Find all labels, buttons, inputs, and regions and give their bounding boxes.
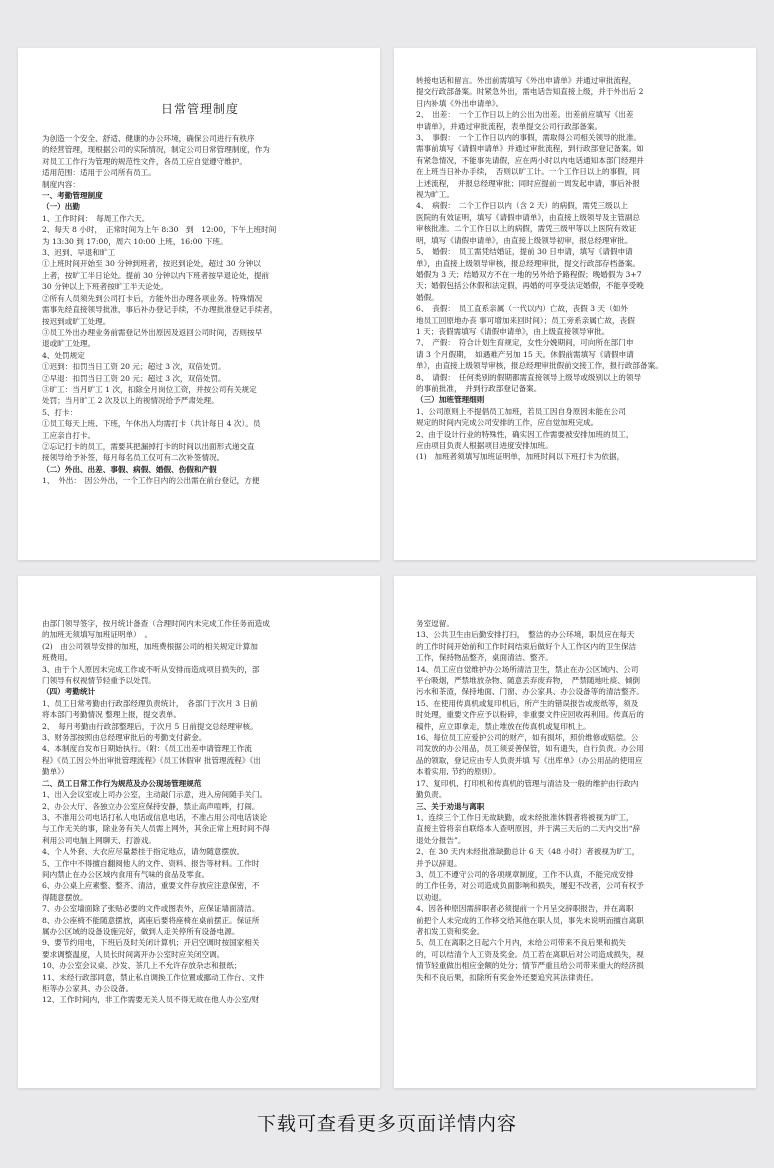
text-line: 3、不准用公司电话打私人电话或信息电话，不准占用公司电话谈论: [42, 812, 268, 822]
text-line: 单》，由直接上级领导审核，报总经理审批假前交接工作，报行政部备案。: [416, 361, 663, 371]
text-line: 5、员工在离职之日起六个月内，未给公司带来不良后果和损失: [416, 938, 626, 948]
page-text: [42, 133, 358, 487]
text-line: 10、办公室会议桌、沙发、茶几上不允许存放杂志和报纸；: [42, 961, 242, 971]
document-page-4: [394, 576, 756, 1088]
text-line: 接领导给予补签，每月每名员工仅可有二次补签情况。: [42, 453, 225, 463]
document-page-2: [394, 48, 756, 560]
text-line: 与工作无关的事，除业务有关人员需上网外，其余正常上班时间不得: [42, 824, 270, 834]
text-line: 1、公司原则上不提倡员工加班，若员工因自身原因未能在公司: [416, 406, 626, 416]
text-line: 3、财务部按照由总经理审批后的考勤支付薪金。: [42, 733, 207, 743]
text-line: 间内禁止在办公区域内食用有气味的食品及零食。: [42, 869, 210, 879]
text-line: 11、未经行政部同意，禁止私自调换工作位置或挪动工作台、文件: [42, 972, 265, 982]
text-line: 1、工作时间： 每周工作六天。: [42, 213, 150, 223]
text-line: 情节轻重做出相应金额的处分；情节严重且给公司带来重大的经济损: [416, 961, 644, 971]
text-line: 8、办公座椅不能随意摆放，离座后要将座椅在桌前摆正。保证所: [42, 915, 260, 925]
text-line: 5、 婚假： 员工需凭结婚证，提前 30 日申请，填写《请假申请: [416, 247, 633, 257]
text-line: 15、在使用传真机或复印机后，所产生的错误报告或废纸等，须及: [416, 698, 639, 708]
text-line: 4、因各种原因需辞职者必须提前一个月呈交辞职报告，并在离职: [416, 904, 634, 914]
text-line: 明，填写《请假申请单》，由直接上级领导初审，报总经理审批。: [416, 235, 633, 245]
text-line: 按迟到或旷工处理。: [42, 316, 111, 326]
text-line: 6、办公桌上应素整、整齐、清洁，重要文件存放应注意保密，不: [42, 881, 260, 891]
text-line: 4、本制度自发布日期始执行。（附：《员工出差申请管理工作流: [42, 744, 252, 754]
text-line: 2、在 30 天内未经批准缺勤总计 6 天（48 小时）者被视为旷工，: [416, 847, 640, 857]
text-line: 本着实用, 节约的原则）。: [416, 767, 501, 777]
text-line: 2、办公大厅、各独立办公室应保持安静，禁止高声喧哗，打闹。: [42, 801, 260, 811]
section-heading: 二、员工日常工作行为规范及办公现场管理规范: [42, 778, 202, 788]
text-line: 退处分报告”。: [416, 835, 466, 845]
text-line: 将本部门考勤情况 整理上报，提交表单。: [42, 710, 182, 720]
text-line: 7、办公室墙面除了张贴必要的文件或图表外，应保证墙面清洁。: [42, 904, 260, 914]
text-line: ②早退：扣罚当日工资 20 元；超过 3 次，双倍处罚。: [42, 373, 226, 383]
text-line: 单》，由直接上级领导审核，报总经理审批，提交行政部存档备案。: [416, 258, 641, 268]
text-line: 申请单》，并通过审批流程，表单提交公司行政部备案。: [416, 121, 603, 131]
text-line: 2、 每月考勤由行政部整理后，于次月 5 日前提交总经理审核。: [42, 721, 258, 731]
text-line: 要求调整温度，人员长时间离开办公室时应关闭空调。: [42, 949, 225, 959]
text-line: 4、处罚规定: [42, 350, 85, 360]
text-line: 得随意摆放。: [42, 892, 88, 902]
text-line: 审核批准。二个工作日以上的病假，需凭三级甲等以上医院有效证: [416, 224, 637, 234]
text-line: 品的领取，登记应由专人负责并填 写《出库单》（办公用品的使用应: [416, 755, 643, 765]
text-line: 转接电话和留言。外出前需填写《外出申请单》并通过审批流程，: [416, 76, 637, 85]
text-line: 1 天；丧假需填写《请假申请单》，由上级直接领导审批。: [416, 326, 610, 336]
section-heading: （四）考勤统计: [42, 687, 96, 697]
text-line: 需事先经直接领导批准，事后补办登记手续，不办理批准登记手续者，: [42, 305, 278, 315]
document-page-1: [18, 48, 380, 560]
text-line: 日内补填《外出申请单》。: [416, 98, 504, 108]
text-line: 提交行政部备案。时紧急外出，需电话告知直接上级，并于外出后 2: [416, 87, 644, 97]
text-line: 17、复印机、打印机和传真机的管理与清洁及一般的维护由行政内: [416, 778, 639, 788]
text-line: 失和不良后果，扣除所有奖金外还要追究其法律责任。: [416, 972, 599, 982]
text-line: 6、 丧假： 员工直系亲属（一代以内）亡故，丧假 3 天（如外: [416, 304, 628, 314]
text-line: 利用公司电脑上网聊天、打游戏。: [42, 835, 156, 845]
text-line: 上者，按旷工半日论处。提前 30 分钟以内下班者按早退论处，提前: [42, 270, 270, 280]
text-line: 平台吸烟，严禁堆放杂物、随意丢弃废弃物， 严禁随地吐痰、倾倒: [416, 676, 641, 686]
text-line: 在上班当日补办手续， 否则以旷工计。一个工作日以上的事假，同: [416, 167, 641, 177]
text-line: 柜等办公家具、办公设备。: [42, 984, 134, 993]
text-line: ②所有人员须先到公司打卡后，方能外出办理各项业务。特殊情况: [42, 293, 263, 303]
text-line: ①迟到：扣罚当日工资 20 元；超过 3 次，双倍处罚。: [42, 362, 226, 372]
text-line: (1) 加班者须填写加班证明单，加班时间以下班打卡为依据，: [416, 452, 625, 462]
page-text: [42, 618, 358, 1006]
text-line: ①上班时间开始至 30 分钟到班者，按迟到论处，超过 30 分钟以: [42, 259, 261, 269]
text-line: 的工作时间开始前和工作时间结束后做好个人工作区内的卫生保洁: [416, 641, 637, 651]
text-line: 请 3 个月假期， 如遇难产另加 15 天。休假前需填写《请假申请: [416, 349, 634, 359]
text-line: 工应亲自打卡。: [42, 430, 96, 440]
text-line: 上述流程， 并报总经理审批；同时应提前一周发起申请，事后补报: [416, 178, 641, 188]
text-line: 门领导有权视情节轻重予以处罚。: [42, 676, 156, 686]
text-line: 13、公共卫生由后勤安排打扫， 整洁的办公环境，职员应在每天: [416, 630, 635, 640]
text-line: 1、员工日常考勤由行政部经理负责统计， 各部门于次月 3 日前: [42, 698, 258, 708]
text-line: 并予以辞退。: [416, 858, 462, 868]
text-line: 婚假为 3 天；结婚双方不在一地的另外给予路程假；晚婚假为 3+7: [416, 269, 642, 279]
page-text: [416, 618, 736, 983]
text-line: 的，可以结清个人工资及奖金。员工若在离职后对公司造成损失，视: [416, 949, 644, 959]
text-line: 7、 产假： 符合计划生育规定，女性分娩期间，可向所在部门申: [416, 338, 634, 348]
download-more-prompt[interactable]: 下载可查看更多页面详情内容: [256, 1113, 517, 1135]
text-line: 8、 请假： 任何类别的假期都需直接领导上级导或级别以上的领导: [416, 372, 642, 382]
text-line: 1、 外出： 因公外出，一个工作日内的公出需在前台登记，方便: [42, 476, 260, 486]
text-line: 9、要节约用电，下班后及时关闭计算机；开启空调时按国家相关: [42, 938, 260, 948]
section-heading: 一、考勤管理制度: [42, 191, 103, 201]
text-line: 3、迟到、早退和旷工: [42, 248, 116, 258]
document-title: 日常管理制度: [160, 102, 239, 116]
text-line: 勤负责。: [416, 790, 447, 800]
text-line: 的工作任务，对公司造成负面影响和损失，屡犯不改者，公司有权予: [416, 881, 644, 891]
text-line: 以劝退。: [416, 892, 447, 902]
text-line: 务室逗留。: [416, 619, 454, 628]
text-line: ③旷工：当月旷工 1 次，扣除全月岗位工资，并按公司有关规定: [42, 384, 257, 394]
text-line: 者扣发工资和奖金。: [416, 926, 485, 936]
text-line: 程》《员工因公外出审批管理流程》《员工休假审 批管理流程》《出: [42, 755, 261, 765]
text-line: 的经营管理，现根据公司的实际情况，制定公司日常管理制度，作为: [42, 145, 270, 155]
text-line: 制度内容：: [42, 179, 80, 189]
section-heading: （一）出勤: [42, 202, 80, 212]
text-line: 直接主管将亲自联络本人查明原因，并于满三天后的二天内交出“辞: [416, 824, 641, 834]
text-line: 的加班无须填写加班证明单） 。: [42, 630, 153, 640]
text-line: 由部门领导签字，按月统计备查（合理时间内未完成工作任务而造成: [42, 619, 270, 628]
text-line: 工作，保持物品整齐，桌面清洁、整齐。: [416, 653, 553, 663]
text-line: 稿件，应立即拿走，禁止堆放在传真机或复印机上。: [416, 721, 591, 731]
text-line: 适用范围：适用于公司所有员工。: [42, 168, 156, 178]
text-line: 退或旷工处理。: [42, 339, 96, 349]
text-line: 12、工作时间内，非工作需要无关人员不得无故在他人办公室/财: [42, 995, 260, 1005]
text-line: 的事前批准， 并到行政部登记备案。: [416, 383, 542, 393]
text-line: 为创造一个安全、舒适、健康的办公环境，确保公司进行有秩序: [42, 134, 255, 143]
text-line: 2、 出差： 一个工作日以上的公出为出差。出差前应填写《出差: [416, 110, 634, 120]
document-page-3: [18, 576, 380, 1088]
section-heading: 三、关于劝退与离职: [416, 801, 485, 811]
text-line: 地员工回原地办丧 事可增加来回时间）；员工旁系亲属亡故，丧假: [416, 315, 635, 325]
text-line: ②忘记打卡的员工，需要其把漏掉打卡的时间以出面形式递交直: [42, 441, 255, 451]
text-line: 5、工作中不得擅自翻阅他人的文件、资料、报告等材料。工作时: [42, 858, 260, 868]
text-line: 3、 事假： 一个工作日以内的事假，需取得公司相关领导的批准。: [416, 133, 642, 143]
text-line: 16、每位员工应爱护公司的财产，如有损坏，照价维修或赔偿。公: [416, 733, 639, 743]
text-line: 规定的时间内完成公司安排的工作，应自觉加班完成。: [416, 418, 599, 428]
text-line: 为 13:30 到 17:00，周六 10:00 上班，16:00 下班。: [42, 236, 228, 246]
text-line: 处罚；当月旷工 2 次及以上的视情况给予严肃处理。: [42, 396, 219, 406]
text-line: 3、由于个人原因未完成工作或不听从安排而造成项目损失的，部: [42, 664, 260, 674]
text-line: 医院的有效证明，填写《请假申请单》，由直接上级领导及主管副总: [416, 212, 641, 222]
text-line: 污水和茶渣，保持地面、门窗、办公家具、办公设备等的清洁整齐。: [416, 687, 644, 697]
text-line: 1、出入会议室或上司办公室，主动敲门示意，进入房间随手关门。: [42, 790, 268, 800]
text-line: 5、打卡：: [42, 407, 78, 417]
text-line: ①员工每天上班、下班，午休出入均需打卡（共计每日 4 次）。员: [42, 419, 261, 429]
text-line: 4、个人外套、大衣应尽量悬挂于指定地点，请勿随意摆放。: [42, 847, 245, 857]
text-line: 司发放的办公用品，员工须妥善保管，如有遗失，自行负责。办公用: [416, 744, 644, 754]
text-line: (2) 由公司领导安排的加班，加班费根据公司的相关规定计算加: [42, 641, 258, 651]
text-line: 应由项目负责人根据项目进度安排加班。: [416, 441, 553, 450]
text-line: 视为旷工。: [416, 190, 454, 200]
text-line: 时处理，重要文件应予以粉碎，非重要文件应回收再利用。传真后的: [416, 710, 644, 720]
text-line: ③员工外出办理业务前需登记外出原因及返回公司时间，否则按早: [42, 327, 263, 337]
text-line: 勤单》）: [42, 767, 69, 777]
text-line: 婚假。: [416, 292, 439, 302]
text-line: 需事前填写《请假申请单》并通过审批流程，到行政部登记备案。如: [416, 144, 644, 154]
text-line: 1、连续三个工作日无故缺勤，或未经批准休假者将被视为旷工，: [416, 812, 634, 822]
text-line: 有紧急情况，不能事先请假，应在两小时以内电话通知本部门经理并: [416, 155, 644, 165]
text-line: 3、员工不遵守公司的各项规章制度，工作不认真，不能完成安排: [416, 869, 634, 879]
text-line: 4、 病假： 二个工作日以内（含 2 天）的病假，需凭三级以上: [416, 201, 628, 211]
text-line: 班费用。: [42, 653, 73, 663]
text-line: 2、每天 8 小时， 正常时间为上午 8:30 到 12:00，下午上班时间: [42, 225, 277, 235]
text-line: 前把个人未完成的工作移交给其他在职人员，事先未说明而擅自离职: [416, 915, 644, 925]
section-heading: （三）加班管理细则: [416, 395, 485, 405]
text-line: 30 分钟以上下班者按旷工半天论处。: [42, 282, 168, 292]
text-line: 14、员工应自觉维护办公场所清洁卫生，禁止在办公区域内、公司: [416, 664, 639, 674]
text-line: 天；婚假包括公休假和法定假，再婚的可享受法定婚假，不能享受晚: [416, 281, 644, 291]
text-line: 属办公区域的设备设施完好，做到人走关停所有设备电源。: [42, 926, 240, 936]
text-line: 对员工工作行为管理的规范性文件，各员工应自觉遵守维护。: [42, 156, 248, 166]
text-line: 2、由于设计行业的特殊性，确实因工作需要被安排加班的员工，: [416, 429, 634, 439]
section-heading: （二）外出、出差、事假、病假、婚假、伤假和产假: [42, 464, 217, 474]
page-text: [416, 75, 736, 463]
